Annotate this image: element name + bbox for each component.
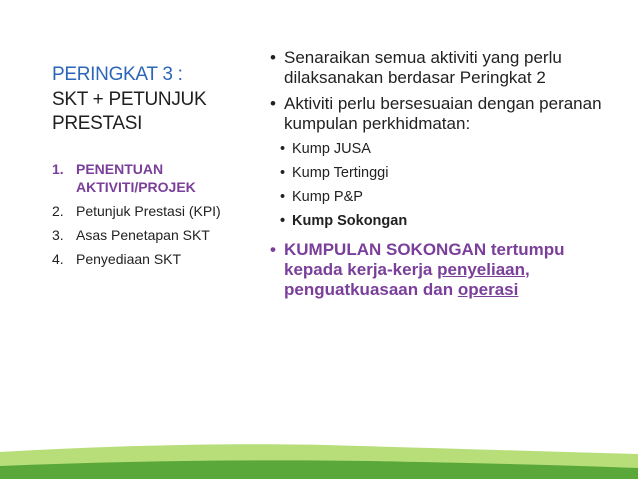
sub-bullet-text: Kump P&P xyxy=(292,189,363,205)
phase-title: PERINGKAT 3 : xyxy=(52,64,183,85)
sub-bullet xyxy=(280,188,620,206)
bullet-dot-icon: • xyxy=(280,141,286,157)
sub-bullet xyxy=(280,140,620,158)
numbered-list xyxy=(52,160,257,268)
operasi-word: operasi xyxy=(457,280,519,299)
kumpulan-text-1: tertumpu kepada kerja-kerja xyxy=(284,240,565,279)
bullet-dot-icon: • xyxy=(270,48,276,67)
bullet-dot-icon: • xyxy=(280,165,286,181)
bullet-text: Senaraikan semua aktiviti yang perlu dilaksanakan berdasar Peringkat 2 xyxy=(284,48,562,87)
kumpulan-text-2: , penguatkuasaan xyxy=(284,260,530,299)
list-number: 2. xyxy=(52,203,64,219)
bullet-kumpulan-sokongan xyxy=(270,240,620,300)
bullet-dot-icon: • xyxy=(270,94,276,113)
bullet-activities xyxy=(270,48,620,88)
list-text: PENENTUAN AKTIVITI/PROJEK xyxy=(76,161,196,195)
kumpulan-heading: KUMPULAN SOKONGAN xyxy=(284,240,487,259)
bullet-dot-icon: • xyxy=(280,189,286,205)
sub-bullet-text: Kump JUSA xyxy=(292,141,371,157)
sub-bullet xyxy=(280,212,620,230)
penyeliaan-word: penyeliaan xyxy=(437,260,525,279)
list-text: Penyediaan SKT xyxy=(76,251,182,267)
bullet-role xyxy=(270,94,620,134)
sub-bullet xyxy=(280,164,620,182)
left-column xyxy=(52,64,257,274)
list-number: 4. xyxy=(52,251,64,267)
sub-bullet-text: Kump Sokongan xyxy=(292,213,408,229)
bullet-text: Aktiviti perlu bersesuaian dengan peranan kumpulan perkhidmatan: xyxy=(284,94,602,133)
main-title-line-2: PRESTASI xyxy=(52,113,143,134)
list-number: 1. xyxy=(52,161,64,177)
main-title-line-1: SKT + PETUNJUK xyxy=(52,89,207,110)
kumpulan-text-3: dan xyxy=(422,280,454,299)
bullet-dot-icon: • xyxy=(270,240,276,259)
list-item xyxy=(52,202,257,220)
main-title xyxy=(52,88,257,136)
list-number: 3. xyxy=(52,227,64,243)
list-item xyxy=(52,160,257,196)
kumpulan-sokongan-text xyxy=(284,240,620,300)
list-item xyxy=(52,250,257,268)
right-column xyxy=(270,48,620,306)
list-item xyxy=(52,226,257,244)
sub-bullet-text: Kump Tertinggi xyxy=(292,165,389,181)
list-text: Asas Penetapan SKT xyxy=(76,227,210,243)
bullet-dot-icon: • xyxy=(280,213,286,229)
list-text: Petunjuk Prestasi (KPI) xyxy=(76,203,221,219)
